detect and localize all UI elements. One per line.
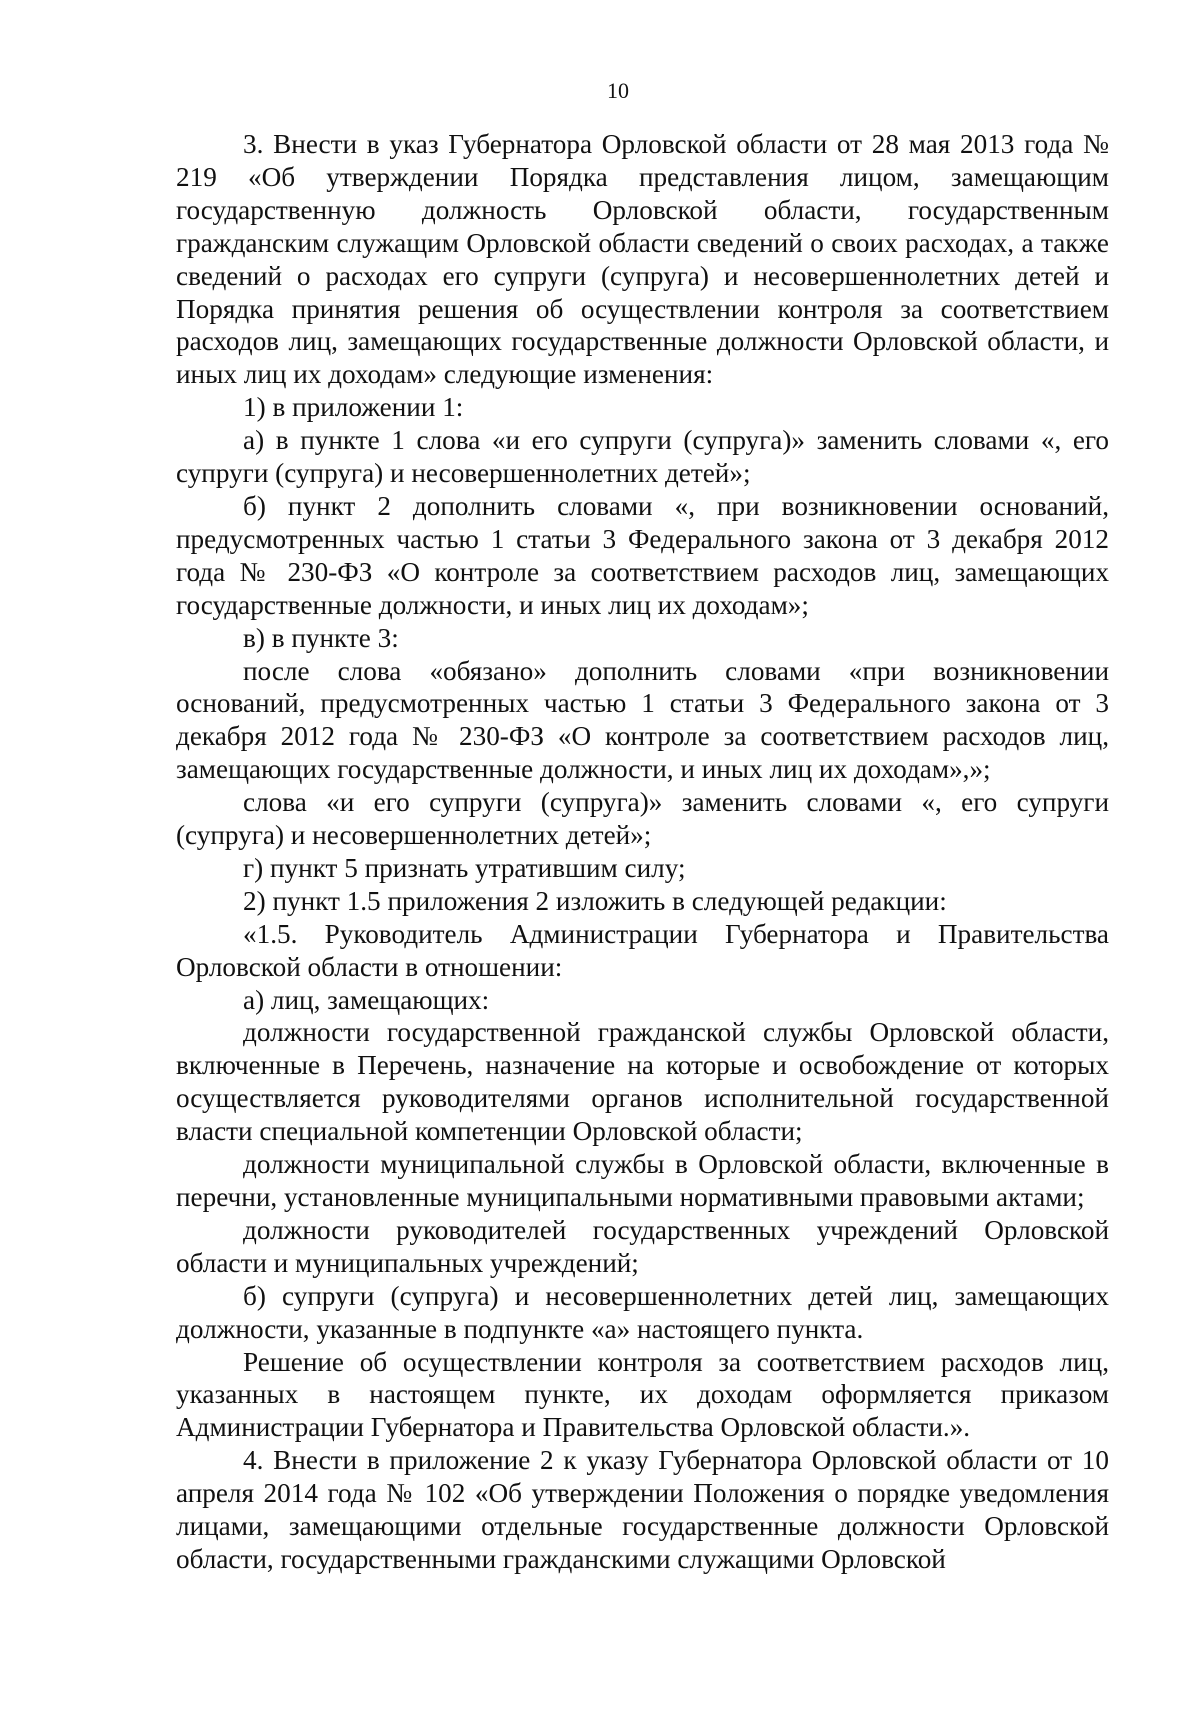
paragraph-subitem-1g: г) пункт 5 признать утратившим силу; [243, 852, 686, 883]
paragraph-subitem-1b: б) пункт 2 дополнить словами «, при возникновении оснований, предусмотренных частью 1 статьи 3 Федерального закона от 3 декабря 2012 года № 230-ФЗ «О контроле за соответствием расходов лиц, замещающих государственные должности, и иных лиц их доходам»; [176, 490, 1109, 620]
paragraph-clause-1-5a-item2: должности муниципальной службы в Орловской области, включенные в перечни, установленные муниципальными нормативными правовыми актами; [176, 1149, 1109, 1212]
paragraph-clause-1-5-decision: Решение об осуществлении контроля за соответствием расходов лиц, указанных в настоящем пункте, их доходам оформляется приказом Администрации Губернатора и Правительства Орловской области.». [176, 1346, 1109, 1443]
paragraph-subitem-1v-part1: после слова «обязано» дополнить словами «при возникновении оснований, предусмотренных частью 1 статьи 3 Федерального закона от 3 декабря 2012 года № 230-ФЗ «О контроле за соответствием расходов лиц, замещающих государственные должности, и иных лиц их доходам»,»; [176, 655, 1109, 785]
page-number: 10 [607, 78, 629, 103]
paragraph-clause-1-5a: а) лиц, замещающих: [243, 984, 490, 1015]
paragraph-clause-1-5a-item1: должности государственной гражданской службы Орловской области, включенные в Перечень, назначение на которые и освобождение от которых осуществляется руководителями органов исполнительной государственной власти специальной компетенции Орловской области; [176, 1017, 1109, 1147]
paragraph-subitem-2: 2) пункт 1.5 приложения 2 изложить в следующей редакции: [243, 885, 947, 916]
paragraph-clause-1-5a-item3: должности руководителей государственных учреждений Орловской области и муниципальных учреждений; [176, 1214, 1109, 1278]
document-body [176, 128, 1109, 1576]
paragraph-item-3-intro: 3. Внести в указ Губернатора Орловской области от 28 мая 2013 года № 219 «Об утверждении Порядка представления лицом, замещающим государственную должность Орловской области, государственным гражданским служащим Орловской области сведений о своих расходах, а также сведений о расходах его супруги (супруга) и несовершеннолетних детей и Порядка принятия решения об осуществлении контроля за соответствием расходов лиц, замещающих государственные должности Орловской области, и иных лиц их доходам» следующие изменения: [176, 129, 1109, 390]
paragraph-subitem-1v-part2: слова «и его супруги (супруга)» заменить словами «, его супруги (супруга) и несовершеннолетних детей»; [176, 787, 1109, 851]
paragraph-subitem-1a: а) в пункте 1 слова «и его супруги (супруга)» заменить словами «, его супруги (супруга) и несовершеннолетних детей»; [176, 425, 1109, 489]
paragraph-clause-1-5b: б) супруги (супруга) и несовершеннолетних детей лиц, замещающих должности, указанные в подпункте «а» настоящего пункта. [176, 1280, 1109, 1344]
paragraph-item-4: 4. Внести в приложение 2 к указу Губернатора Орловской области от 10 апреля 2014 года № 102 «Об утверждении Положения о порядке уведомления лицами, замещающими отдельные государственные должности Орловской области, государственными гражданскими служащими Орловской [176, 1445, 1109, 1574]
paragraph-subitem-1: 1) в приложении 1: [243, 392, 464, 423]
paragraph-clause-1-5: «1.5. Руководитель Администрации Губернатора и Правительства Орловской области в отношении: [176, 918, 1109, 982]
paragraph-subitem-1v: в) в пункте 3: [243, 622, 399, 653]
